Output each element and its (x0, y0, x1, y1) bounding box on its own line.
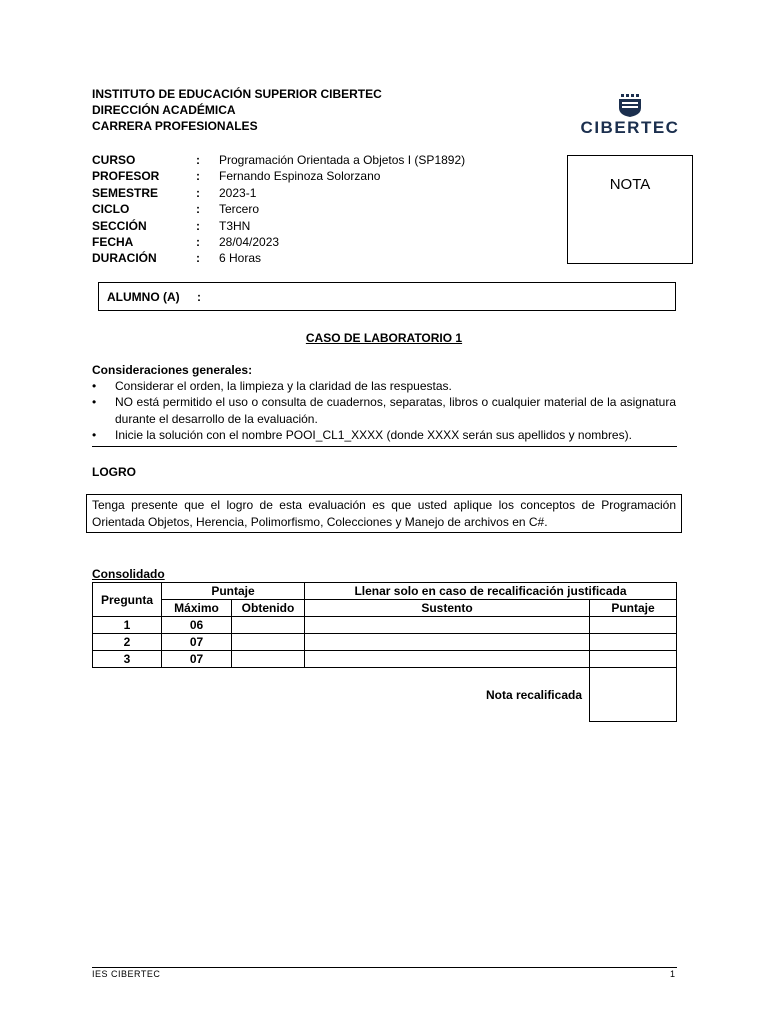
header-recalificacion: Llenar solo en caso de recalificación justificada (305, 583, 677, 600)
institution-header (92, 86, 382, 134)
consolidado-table (92, 582, 677, 722)
section-divider (92, 446, 677, 447)
list-item (92, 427, 676, 443)
header-obtenido: Obtenido (232, 600, 305, 617)
info-label: CURSO (92, 153, 136, 167)
grade-box[interactable] (567, 155, 693, 264)
cell-pregunta: 2 (93, 634, 162, 651)
cell-sustento[interactable] (305, 651, 590, 668)
table-row (93, 617, 677, 634)
table-subheader-row (93, 600, 677, 617)
institution-name: INSTITUTO DE EDUCACIÓN SUPERIOR CIBERTEC (92, 87, 382, 101)
list-item-text: NO está permitido el uso o consulta de cuadernos, separatas, libros o cualquier material de la asignatura durante el desarrollo de la evaluación. (115, 395, 676, 426)
info-label: PROFESOR (92, 169, 160, 184)
info-separator: : (196, 202, 200, 217)
crest-icon (578, 92, 682, 118)
nota-recalificada-row (93, 668, 677, 722)
considerations-title: Consideraciones generales: (92, 363, 253, 377)
program-name: CARRERA PROFESIONALES (92, 119, 258, 133)
cell-puntaje[interactable] (590, 651, 677, 668)
info-value: 28/04/2023 (219, 234, 280, 249)
document-title: CASO DE LABORATORIO 1 (305, 331, 463, 345)
header-puntaje-recalificado: Puntaje (590, 600, 677, 617)
footer-divider (92, 967, 677, 968)
considerations-list (92, 378, 676, 444)
list-item (92, 394, 676, 427)
info-value: Fernando Espinoza Solorzano (219, 169, 381, 184)
header-puntaje: Puntaje (162, 583, 305, 600)
cibertec-logo (578, 92, 682, 138)
cell-maximo: 07 (162, 651, 232, 668)
cell-sustento[interactable] (305, 634, 590, 651)
info-separator: : (196, 251, 200, 266)
cell-pregunta: 1 (93, 617, 162, 634)
info-separator: : (196, 185, 200, 200)
footer-institution: IES CIBERTEC (92, 969, 161, 979)
header-pregunta: Pregunta (93, 583, 162, 617)
bullet-icon: • (92, 379, 97, 393)
info-value: 6 Horas (219, 251, 262, 266)
info-separator: : (196, 218, 200, 233)
bullet-icon: • (92, 395, 97, 410)
logro-title: LOGRO (92, 465, 136, 479)
page-number: 1 (670, 969, 676, 979)
table-row (93, 651, 677, 668)
info-label: DURACIÓN (92, 251, 157, 266)
table-row (93, 634, 677, 651)
grade-label: NOTA (609, 176, 651, 193)
nota-recalificada-cell[interactable] (590, 668, 677, 722)
list-item-text: Considerar el orden, la limpieza y la claridad de las respuestas. (115, 379, 452, 393)
consolidado-title: Consolidado (92, 567, 165, 581)
info-value: 2023-1 (219, 185, 257, 200)
info-label: FECHA (92, 234, 134, 249)
cell-sustento[interactable] (305, 617, 590, 634)
cell-puntaje[interactable] (590, 617, 677, 634)
info-label: CICLO (92, 202, 130, 217)
bullet-icon: • (92, 428, 97, 443)
cell-puntaje[interactable] (590, 634, 677, 651)
nota-recalificada-label: Nota recalificada (485, 687, 582, 702)
table-header-row (93, 583, 677, 600)
academic-direction: DIRECCIÓN ACADÉMICA (92, 103, 236, 117)
cell-pregunta: 3 (93, 651, 162, 668)
info-label: SECCIÓN (92, 218, 147, 233)
info-separator: : (196, 153, 200, 167)
info-separator: : (196, 169, 200, 184)
info-value: Programación Orientada a Objetos I (SP1892) (219, 153, 466, 167)
cell-maximo: 06 (162, 617, 232, 634)
cell-obtenido[interactable] (232, 617, 305, 634)
cell-obtenido[interactable] (232, 651, 305, 668)
student-label: ALUMNO (A) (107, 290, 180, 304)
info-value: T3HN (219, 218, 251, 233)
cell-obtenido[interactable] (232, 634, 305, 651)
cell-maximo: 07 (162, 634, 232, 651)
list-item (92, 378, 676, 394)
header-maximo: Máximo (162, 600, 232, 617)
list-item-text: Inicie la solución con el nombre POOI_CL1_XXXX (donde XXXX serán sus apellidos y nombres). (115, 428, 632, 443)
student-name-field[interactable] (98, 282, 676, 311)
student-separator: : (197, 290, 201, 304)
header-sustento: Sustento (305, 600, 590, 617)
logo-text: CIBERTEC (580, 118, 680, 137)
info-label: SEMESTRE (92, 185, 159, 200)
logro-text: Tenga presente que el logro de esta evaluación es que usted aplique los conceptos de Programación Orientada Objetos, Herencia, Polimorfismo, Colecciones y Manejo de archivos en C#. (92, 498, 676, 529)
info-value: Tercero (219, 202, 260, 217)
info-separator: : (196, 234, 200, 249)
logro-box (86, 494, 682, 533)
